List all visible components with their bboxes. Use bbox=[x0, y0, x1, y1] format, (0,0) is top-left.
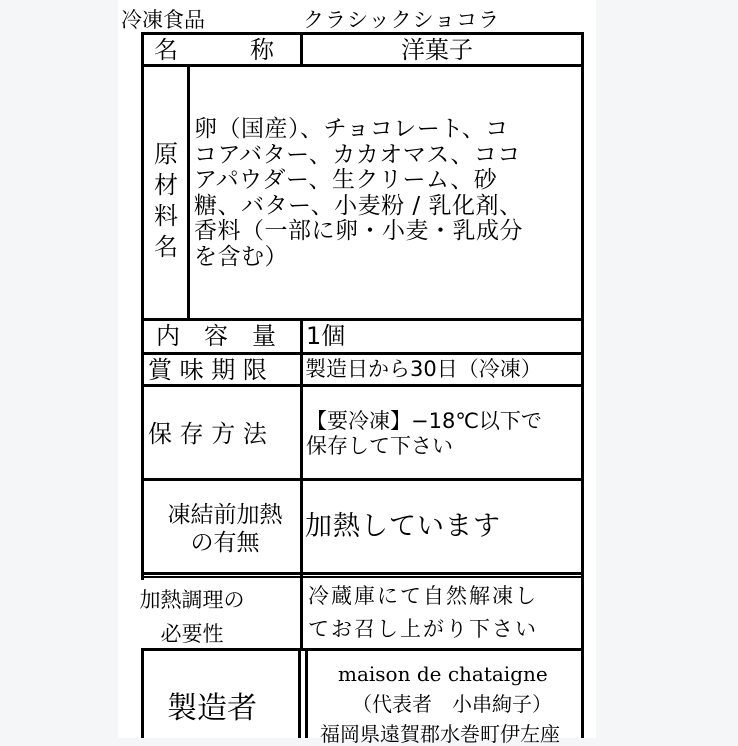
table-border bbox=[141, 32, 584, 35]
table-border bbox=[305, 650, 308, 738]
expiry-value: 製造日から30日（冷凍） bbox=[305, 357, 542, 381]
maker-company: maison de chataigne bbox=[338, 662, 548, 686]
name-label: 名 称 bbox=[154, 36, 274, 64]
table-border bbox=[141, 650, 144, 738]
table-border bbox=[300, 319, 303, 651]
table-border bbox=[141, 576, 584, 578]
expiry-label: 賞 味 期 限 bbox=[148, 356, 267, 384]
name-value: 洋菓子 bbox=[401, 36, 473, 64]
contents-label: 内 容 量 bbox=[156, 322, 276, 350]
heated-value: 加熱しています bbox=[305, 511, 501, 542]
table-border bbox=[298, 650, 301, 738]
category-text: 冷凍食品 bbox=[121, 8, 205, 32]
maker-address: 福岡県遠賀郡水巻町伊左座 bbox=[320, 722, 560, 746]
ingredients-label: 原 材 料 名 bbox=[154, 140, 178, 261]
storage-value: 【要冷凍】−18℃以下で 保存して下さい bbox=[306, 409, 542, 458]
maker-label: 製造者 bbox=[167, 691, 257, 726]
cooking-value: 冷蔵庫にて自然解凍し てお召し上がり下さい bbox=[308, 584, 538, 641]
table-border bbox=[581, 32, 584, 652]
table-border bbox=[141, 384, 584, 387]
ingredients-value: 卵（国産）、チョコレート、コ コアバター、カカオマス、ココ アパウダー、生クリーム、砂 糖、バター、小麦粉 / 乳化剤、 香料（一部に卵・小麦・乳成分 を含む） bbox=[194, 116, 523, 270]
storage-label: 保 存 方 法 bbox=[148, 420, 267, 448]
maker-representative: （代表者 小串絢子） bbox=[352, 692, 552, 716]
table-border bbox=[300, 32, 303, 67]
table-border bbox=[141, 32, 144, 580]
cooking-label: 加熱調理の 必要性 bbox=[139, 588, 245, 646]
table-border bbox=[141, 478, 584, 481]
table-border bbox=[141, 318, 584, 321]
table-border bbox=[581, 650, 584, 738]
heated-label: 凍結前加熱 の有無 bbox=[167, 502, 283, 556]
table-border bbox=[141, 572, 584, 575]
table-border bbox=[141, 64, 584, 67]
table-border bbox=[141, 352, 584, 355]
product-name: クラシックショコラ bbox=[303, 8, 501, 32]
contents-value: 1個 bbox=[306, 322, 346, 350]
table-border bbox=[187, 65, 190, 320]
